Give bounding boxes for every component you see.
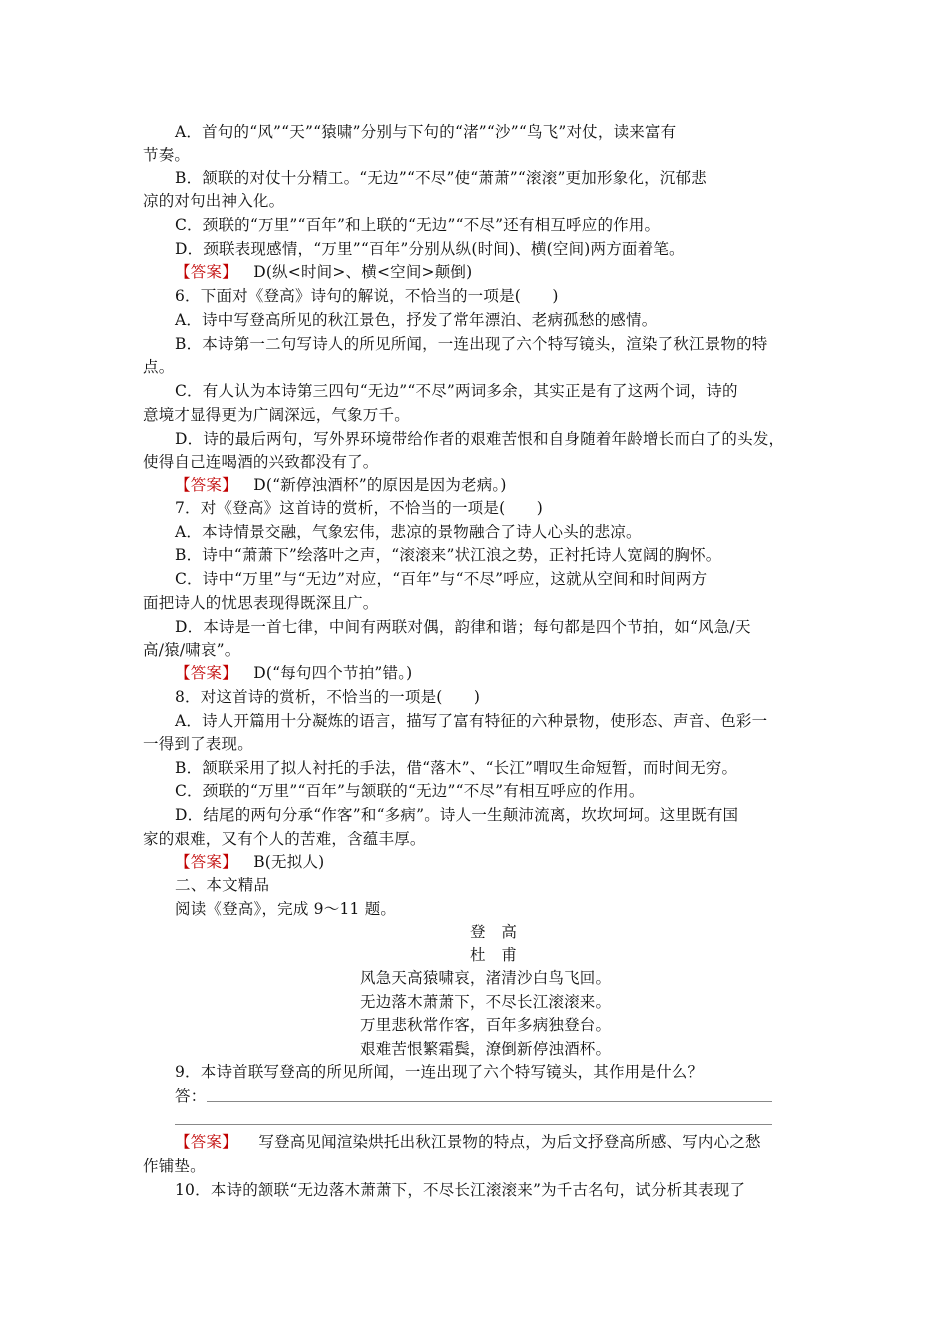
q7-option-c-line1: C．诗中“万里”与“无边”对应，“百年”与“不尽”呼应，这就从空间和时间两方 xyxy=(175,570,708,588)
question-6: 6．下面对《登高》诗句的解说，不恰当的一项是( ) xyxy=(175,287,559,305)
answer-blank-line-2 xyxy=(175,1124,772,1125)
answer-blank-line-1 xyxy=(207,1101,772,1102)
q8-option-a-line2: 一得到了表现。 xyxy=(143,735,253,753)
answer-tag: 【答案】 xyxy=(175,263,238,281)
question-7: 7．对《登高》这首诗的赏析，不恰当的一项是( ) xyxy=(175,499,543,517)
q6-option-a: A．诗中写登高所见的秋江景色，抒发了常年漂泊、老病孤愁的感情。 xyxy=(175,311,658,329)
q9-answer-line1 xyxy=(175,1131,761,1154)
q5-option-b-line1: B．颔联的对仗十分精工。“无边”“不尽”使“萧萧”“滚滚”更加形象化，沉郁悲 xyxy=(175,169,707,187)
q5-option-b-line2: 凉的对句出神入化。 xyxy=(143,192,285,210)
poem-line-2: 无边落木萧萧下，不尽长江滚滚来。 xyxy=(360,993,612,1011)
q8-answer xyxy=(175,851,324,874)
answer-tag: 【答案】 xyxy=(175,853,238,871)
q8-option-d-line2: 家的艰难，又有个人的苦难，含蕴丰厚。 xyxy=(143,830,426,848)
poem-line-4: 艰难苦恨繁霜鬓，潦倒新停浊酒杯。 xyxy=(360,1040,612,1058)
question-9: 9．本诗首联写登高的所见所闻，一连出现了六个特写镜头，其作用是什么？ xyxy=(175,1063,704,1081)
answer-text: D(“新停浊酒杯”的原因是因为老病。) xyxy=(253,476,507,494)
section-heading: 二、本文精品 xyxy=(175,876,270,894)
q8-option-a-line1: A．诗人开篇用十分凝炼的语言，描写了富有特征的六种景物，使形态、声音、色彩一 xyxy=(175,712,768,730)
q6-option-c-line2: 意境才显得更为广阔深远，气象万千。 xyxy=(143,406,410,424)
poem-author: 杜 甫 xyxy=(470,946,518,964)
poem-line-1: 风急天高猿啸哀，渚清沙白鸟飞回。 xyxy=(360,969,612,987)
poem-line-3: 万里悲秋常作客，百年多病独登台。 xyxy=(360,1016,612,1034)
question-10: 10．本诗的颔联“无边落木萧萧下，不尽长江滚滚来”为千古名句，试分析其表现了 xyxy=(175,1181,746,1199)
q7-option-b: B．诗中“萧萧下”绘落叶之声，“滚滚来”状江浪之势，正衬托诗人宽阔的胸怀。 xyxy=(175,546,722,564)
q9-answer-line2: 作铺垫。 xyxy=(143,1157,206,1175)
poem-title: 登 高 xyxy=(470,923,518,941)
answer-tag: 【答案】 xyxy=(175,664,238,682)
q7-option-a: A．本诗情景交融，气象宏伟，悲凉的景物融合了诗人心头的悲凉。 xyxy=(175,523,642,541)
reading-instruction: 阅读《登高》，完成 9～11 题。 xyxy=(175,900,397,918)
q5-option-a-line1: A．首句的“风”“天”“猿啸”分别与下句的“渚”“沙”“鸟飞”对仗，读来富有 xyxy=(175,123,677,141)
q5-option-c: C．颈联的“万里”“百年”和上联的“无边”“不尽”还有相互呼应的作用。 xyxy=(175,216,661,234)
q6-option-c-line1: C．有人认为本诗第三四句“无边”“不尽”两词多余，其实正是有了这两个词，诗的 xyxy=(175,382,738,400)
q5-option-d: D．颈联表现感情，“万里”“百年”分别从纵(时间)、横(空间)两方面着笔。 xyxy=(175,240,685,258)
q6-option-d-line1: D．诗的最后两句，写外界环境带给作者的艰难苦恨和自身随着年龄增长而白了的头发， xyxy=(175,430,785,448)
q6-option-b-line1: B．本诗第一二句写诗人的所见所闻，一连出现了六个特写镜头，渲染了秋江景物的特 xyxy=(175,335,768,353)
q8-option-c: C．颈联的“万里”“百年”与颔联的“无边”“不尽”有相互呼应的作用。 xyxy=(175,782,645,800)
q6-option-b-line2: 点。 xyxy=(143,358,175,376)
q7-option-c-line2: 面把诗人的忧思表现得既深且广。 xyxy=(143,594,379,612)
q9-answer-label: 答： xyxy=(175,1087,207,1105)
answer-tag: 【答案】 xyxy=(175,476,238,494)
answer-text: D(“每句四个节拍”错。) xyxy=(253,664,413,682)
answer-text: B(无拟人) xyxy=(253,853,325,871)
q6-option-d-line2: 使得自己连喝酒的兴致都没有了。 xyxy=(143,453,379,471)
q8-option-d-line1: D．结尾的两句分承“作客”和“多病”。诗人一生颠沛流离，坎坎坷坷。这里既有国 xyxy=(175,806,739,824)
q7-option-d-line1: D．本诗是一首七律，中间有两联对偶，韵律和谐；每句都是四个节拍，如“风急/天 xyxy=(175,618,751,636)
answer-tag: 【答案】 xyxy=(175,1133,238,1151)
q7-answer xyxy=(175,662,412,685)
q6-answer xyxy=(175,474,507,497)
q8-option-b: B．颔联采用了拟人衬托的手法，借“落木”、“长江”喟叹生命短暂，而时间无穷。 xyxy=(175,759,738,777)
q5-option-a-line2: 节奏。 xyxy=(143,146,191,164)
q7-option-d-line2: 高/猿/啸哀”。 xyxy=(143,641,241,659)
answer-text: 写登高见闻渲染烘托出秋江景物的特点，为后文抒登高所感、写内心之愁 xyxy=(258,1133,761,1151)
q5-answer xyxy=(175,261,472,284)
question-8: 8．对这首诗的赏析，不恰当的一项是( ) xyxy=(175,688,481,706)
answer-text: D(纵<时间>、横<空间>颠倒) xyxy=(253,263,473,281)
